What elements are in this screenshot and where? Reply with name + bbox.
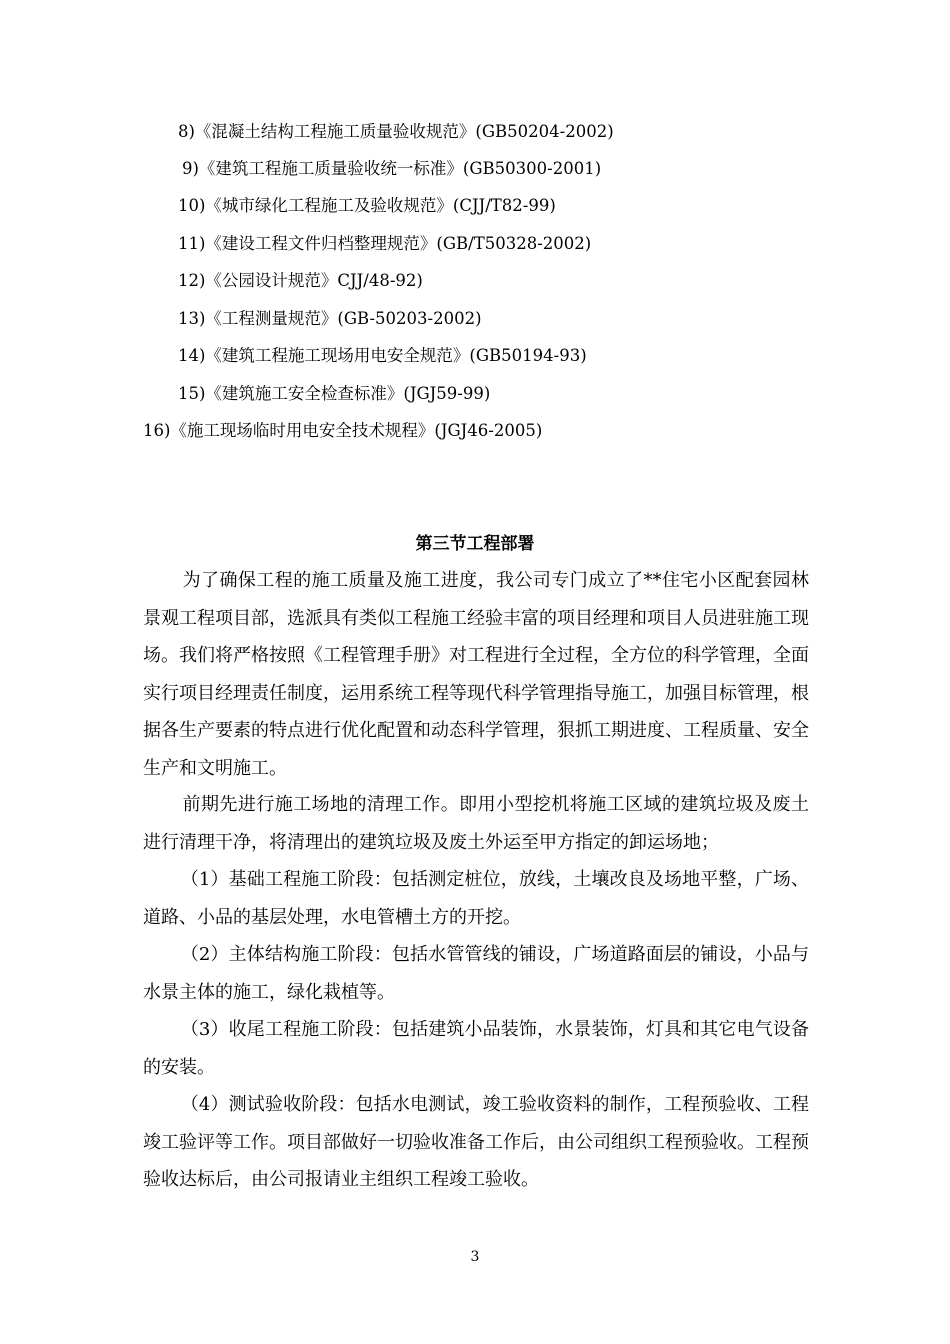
reference-item-16: 16)《施工现场临时用电安全技术规程》(JGJ46-2005)	[143, 421, 543, 440]
reference-item-10: 10)《城市绿化工程施工及验收规范》(CJJ/T82-99)	[178, 196, 556, 215]
reference-item-14: 14)《建筑工程施工现场用电安全规范》(GB50194-93)	[178, 346, 587, 365]
reference-item-13: 13)《工程测量规范》(GB-50203-2002)	[178, 309, 482, 328]
paragraph-stage-2: （2）主体结构施工阶段：包括水管管线的铺设，广场道路面层的铺设，小品与水景主体的施工，绿化栽植等。	[143, 944, 809, 1003]
reference-item-9: 9)《建筑工程施工质量验收统一标准》(GB50300-2001)	[182, 159, 602, 178]
paragraph-site-clearing: 前期先进行施工场地的清理工作。即用小型挖机将施工区域的建筑垃圾及废土进行清理干净，将清理出的建筑垃圾及废土外运至甲方指定的卸运场地；	[143, 794, 809, 853]
reference-item-12: 12)《公园设计规范》CJJ/48-92)	[178, 271, 423, 290]
paragraph-stage-4: （4）测试验收阶段：包括水电测试，竣工验收资料的制作，工程预验收、工程竣工验评等工作。项目部做好一切验收准备工作后，由公司组织工程预验收。工程预验收达标后，由公司报请业主组织工程竣工验收。	[143, 1094, 809, 1190]
section-heading: 第三节工程部署	[415, 534, 535, 554]
paragraph-overview: 为了确保工程的施工质量及施工进度，我公司专门成立了**住宅小区配套园林景观工程项目部，选派具有类似工程施工经验丰富的项目经理和项目人员进驻施工现场。我们将严格按照《工程管理手册》对工程进行全过程，全方位的科学管理，全面实行项目经理责任制度，运用系统工程等现代科学管理指导施工，加强目标管理，根据各生产要素的特点进行优化配置和动态科学管理，狠抓工期进度、工程质量、安全生产和文明施工。	[143, 570, 809, 779]
paragraph-stage-1: （1）基础工程施工阶段：包括测定桩位，放线，土壤改良及场地平整，广场、道路、小品的基层处理，水电管槽土方的开挖。	[143, 869, 809, 928]
reference-item-8: 8)《混凝土结构工程施工质量验收规范》(GB50204-2002)	[178, 122, 614, 141]
page-number: 3	[470, 1249, 480, 1265]
reference-item-15: 15)《建筑施工安全检查标准》(JGJ59-99)	[178, 384, 491, 403]
paragraph-stage-3: （3）收尾工程施工阶段：包括建筑小品装饰，水景装饰，灯具和其它电气设备的安装。	[143, 1019, 809, 1078]
reference-item-11: 11)《建设工程文件归档整理规范》(GB/T50328-2002)	[178, 234, 592, 253]
